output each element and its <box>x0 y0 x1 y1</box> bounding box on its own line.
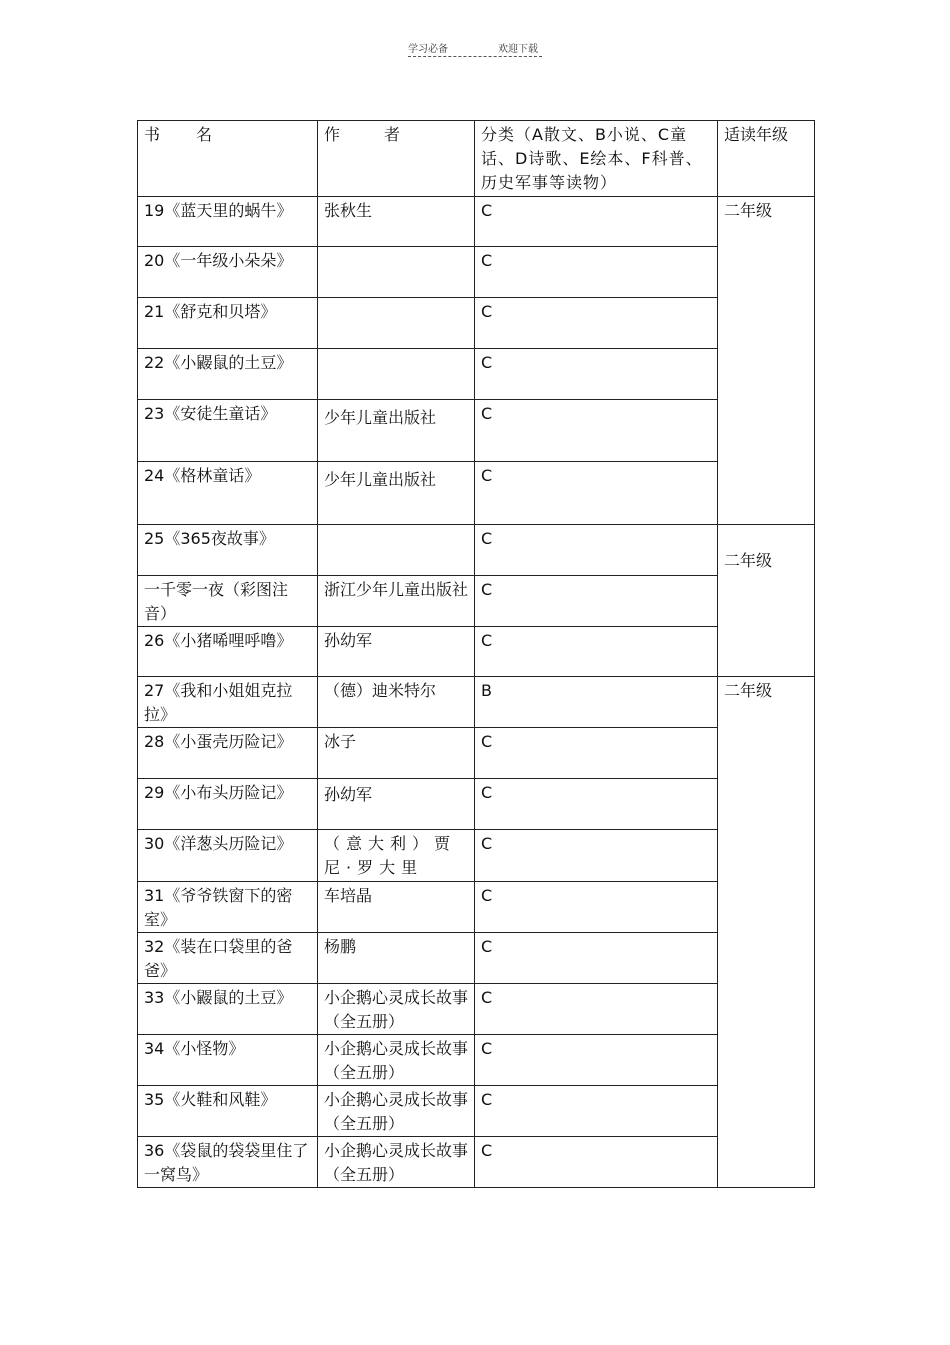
table-row <box>138 462 815 525</box>
book-category: C <box>475 1086 718 1137</box>
book-category: C <box>475 298 718 349</box>
book-author: 张秋生 <box>318 197 475 247</box>
book-category: B <box>475 677 718 728</box>
book-category: C <box>475 247 718 298</box>
header-grade: 适读年级 <box>718 121 815 197</box>
book-author: 浙江少年儿童出版社 <box>318 576 475 627</box>
grade-cell: 二年级 <box>718 525 815 677</box>
book-category: C <box>475 984 718 1035</box>
book-list-table <box>137 120 815 1188</box>
table-row <box>138 247 815 298</box>
book-category: C <box>475 1035 718 1086</box>
header-right-text: 欢迎下载 <box>498 44 538 55</box>
table-row <box>138 984 815 1035</box>
book-author: 孙幼军 <box>318 779 475 830</box>
book-author: 杨鹏 <box>318 933 475 984</box>
book-author: 小企鹅心灵成长故事（全五册） <box>318 984 475 1035</box>
book-title: 33《小鼹鼠的土豆》 <box>138 984 318 1035</box>
table-row <box>138 576 815 627</box>
book-title: 19《蓝天里的蜗牛》 <box>138 197 318 247</box>
table-row <box>138 882 815 933</box>
book-category: C <box>475 576 718 627</box>
page-header <box>408 40 542 57</box>
book-author: 少年儿童出版社 <box>318 462 475 525</box>
book-title: 23《安徒生童话》 <box>138 400 318 462</box>
book-title: 27《我和小姐姐克拉拉》 <box>138 677 318 728</box>
book-title: 一千零一夜（彩图注音） <box>138 576 318 627</box>
book-author <box>318 525 475 576</box>
table-row <box>138 1086 815 1137</box>
header-author: 作者 <box>318 121 475 197</box>
book-title: 22《小鼹鼠的土豆》 <box>138 349 318 400</box>
book-author: 小企鹅心灵成长故事（全五册） <box>318 1086 475 1137</box>
book-title: 28《小蛋壳历险记》 <box>138 728 318 779</box>
table-row <box>138 830 815 882</box>
book-title: 34《小怪物》 <box>138 1035 318 1086</box>
header-category: 分类（A散文、B小说、C童话、D诗歌、E绘本、F科普、历史军事等读物） <box>475 121 718 197</box>
book-category: C <box>475 1137 718 1188</box>
book-author <box>318 349 475 400</box>
book-author: 冰子 <box>318 728 475 779</box>
table-row <box>138 400 815 462</box>
table-row <box>138 1035 815 1086</box>
book-title: 29《小布头历险记》 <box>138 779 318 830</box>
book-author: （意大利）贾尼·罗大里 <box>318 830 475 882</box>
header-left-text: 学习必备 <box>408 44 448 55</box>
table-row <box>138 298 815 349</box>
grade-cell: 二年级 <box>718 677 815 1188</box>
book-title: 24《格林童话》 <box>138 462 318 525</box>
table-row <box>138 1137 815 1188</box>
table-row <box>138 677 815 728</box>
book-author: 孙幼军 <box>318 627 475 677</box>
book-category: C <box>475 627 718 677</box>
book-category: C <box>475 830 718 882</box>
table-row <box>138 627 815 677</box>
book-author: 小企鹅心灵成长故事（全五册） <box>318 1035 475 1086</box>
book-category: C <box>475 400 718 462</box>
book-category: C <box>475 349 718 400</box>
book-category: C <box>475 197 718 247</box>
grade-cell: 二年级 <box>718 197 815 525</box>
book-author <box>318 298 475 349</box>
book-category: C <box>475 779 718 830</box>
book-category: C <box>475 525 718 576</box>
header-title: 书名 <box>138 121 318 197</box>
book-category: C <box>475 728 718 779</box>
book-author <box>318 247 475 298</box>
book-title: 31《爷爷铁窗下的密室》 <box>138 882 318 933</box>
book-category: C <box>475 933 718 984</box>
book-title: 26《小猪唏哩呼噜》 <box>138 627 318 677</box>
book-title: 32《装在口袋里的爸爸》 <box>138 933 318 984</box>
book-title: 30《洋葱头历险记》 <box>138 830 318 882</box>
book-title: 20《一年级小朵朵》 <box>138 247 318 298</box>
table-row <box>138 525 815 576</box>
book-author: （德）迪米特尔 <box>318 677 475 728</box>
book-author: 少年儿童出版社 <box>318 400 475 462</box>
table-row <box>138 779 815 830</box>
book-title: 25《365夜故事》 <box>138 525 318 576</box>
book-author: 车培晶 <box>318 882 475 933</box>
book-title: 36《袋鼠的袋袋里住了一窝鸟》 <box>138 1137 318 1188</box>
book-author: 小企鹅心灵成长故事（全五册） <box>318 1137 475 1188</box>
table-row <box>138 728 815 779</box>
book-category: C <box>475 882 718 933</box>
book-title: 21《舒克和贝塔》 <box>138 298 318 349</box>
table-header-row <box>138 121 815 197</box>
book-title: 35《火鞋和风鞋》 <box>138 1086 318 1137</box>
table-row <box>138 197 815 247</box>
table-row <box>138 933 815 984</box>
table-row <box>138 349 815 400</box>
book-category: C <box>475 462 718 525</box>
